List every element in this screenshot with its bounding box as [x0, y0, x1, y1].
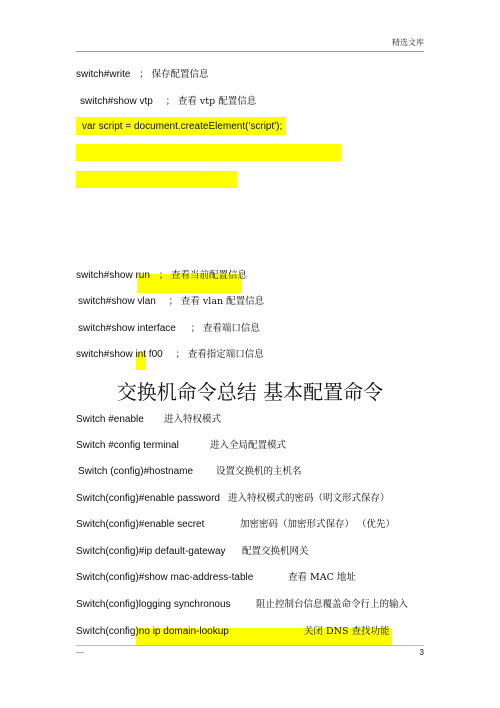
header-label: 精选文库 [392, 38, 424, 47]
config-description: 设置交换机的主机名 [216, 466, 302, 477]
command-description: 查看 vlan 配置信息 [180, 296, 265, 307]
command-description: 查看端口信息 [202, 323, 260, 334]
config-description: 查看 MAC 地址 [288, 572, 356, 583]
config-command: Switch(config)#ip default-gateway [76, 546, 226, 557]
separator: ； [158, 270, 169, 281]
config-command: Switch(config)#enable secret [76, 519, 205, 530]
highlight-block [76, 171, 237, 188]
config-description: 进入特权模式的密码（明文形式保存） [228, 493, 390, 504]
command-description: 查看 vtp 配置信息 [177, 96, 257, 107]
config-command: Switch(config)no ip domain-lookup [76, 626, 229, 637]
command-line [76, 269, 247, 283]
command-line [76, 68, 209, 82]
separator: ； [190, 323, 201, 334]
config-command: Switch(config)#show mac-address-table [76, 572, 254, 583]
command-text: switch#show int f00 [76, 349, 163, 360]
command-text: switch#write [76, 69, 131, 80]
config-command: Switch(config)logging synchronous [76, 599, 231, 610]
separator: ； [139, 69, 149, 80]
page-number: 3 [419, 648, 424, 657]
command-text: switch#show vtp [80, 96, 153, 107]
command-line [78, 322, 260, 336]
command-text: switch#show vlan [78, 296, 156, 307]
separator: ； [165, 96, 176, 107]
command-description: 查看指定端口信息 [187, 349, 264, 360]
config-command: Switch #enable [76, 414, 144, 425]
separator: ； [175, 349, 186, 360]
command-text: switch#show interface [78, 323, 176, 334]
command-text: switch#show run [76, 270, 150, 281]
footer-dash: — [76, 648, 84, 657]
config-command: Switch #config terminal [76, 440, 179, 451]
config-description: 进入特权模式 [164, 414, 222, 425]
header-rule [76, 51, 424, 52]
separator: ； [168, 296, 179, 307]
config-description: 阻止控制台信息覆盖命令行上的输入 [256, 599, 409, 610]
command-line [78, 295, 264, 309]
config-description: 配置交换机网关 [242, 546, 309, 557]
highlight-block [76, 144, 341, 161]
config-command: Switch (config)#hostname [78, 466, 194, 477]
config-command: Switch(config)#enable password [76, 493, 220, 504]
command-description: 保存配置信息 [151, 69, 209, 80]
footer-rule [76, 645, 424, 646]
command-text: var script = document.createElement('script'); [82, 121, 283, 132]
command-line [80, 95, 256, 109]
config-description: 进入全局配置模式 [210, 440, 287, 451]
config-description: 关闭 DNS 查找功能 [304, 626, 390, 637]
command-description: 查看当前配置信息 [171, 270, 248, 281]
command-line [76, 348, 264, 362]
config-description: 加密密码（加密形式保存） （优先） [240, 519, 396, 530]
command-line [82, 120, 282, 134]
section-heading: 交换机命令总结 基本配置命令 [116, 380, 384, 404]
